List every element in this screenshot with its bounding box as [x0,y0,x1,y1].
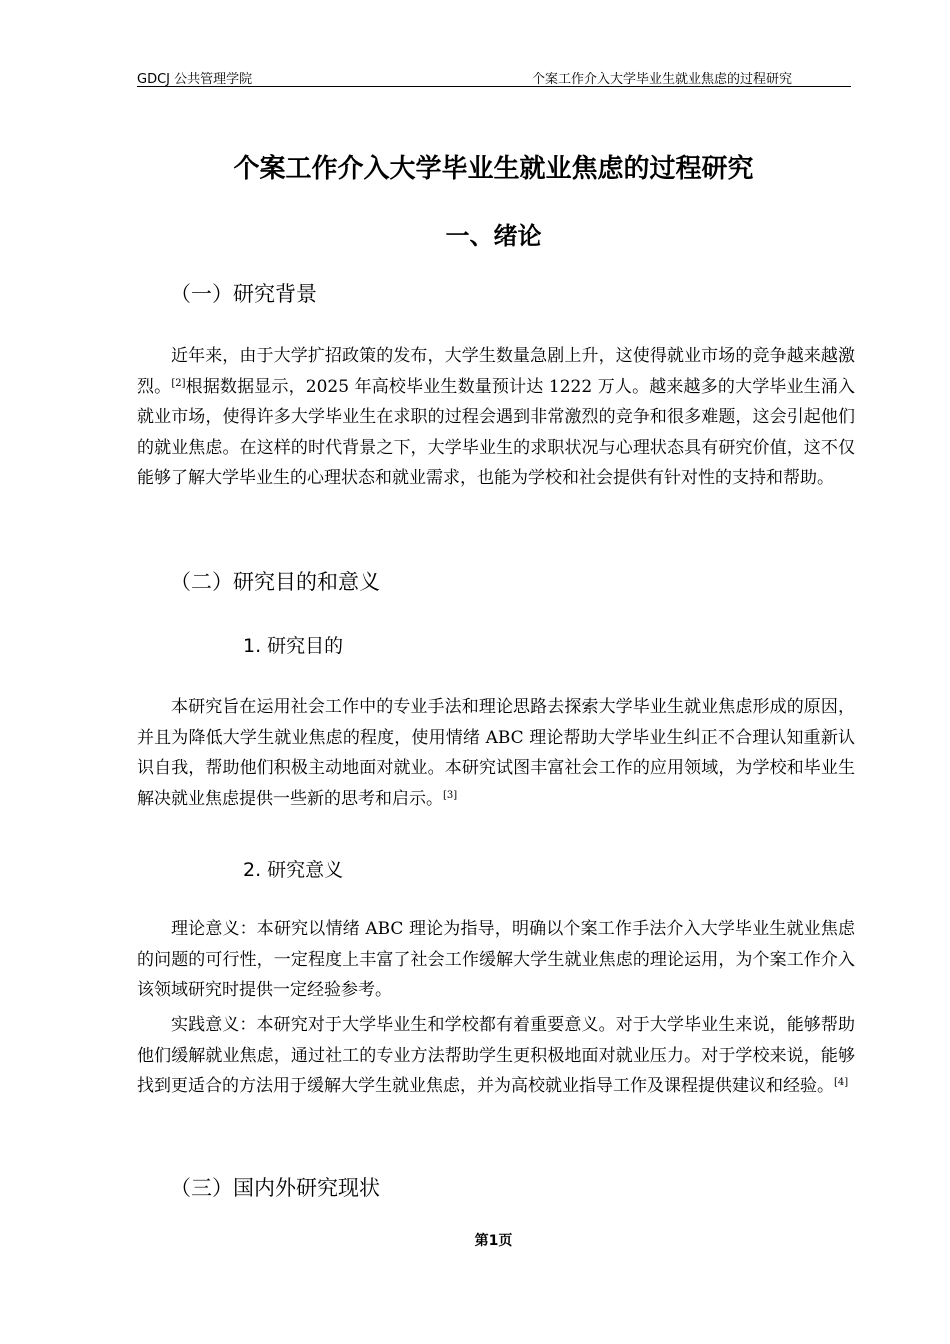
chapter-title: 一、绪论 [445,222,542,250]
header-left-text: GDCJ 公共管理学院 [137,72,253,87]
paragraph-background [137,341,855,494]
paragraph-purpose [137,692,855,814]
citation-ref: [4] [834,1077,849,1088]
section-heading-purpose: （二）研究目的和意义 [170,570,380,594]
subheading-purpose: 1. 研究目的 [243,635,344,657]
paragraph-text: 根据数据显示，2025 年高校毕业生数量预计达 1222 万人。越来越多的大学毕业生涌入就业市场，使得许多大学毕业生在求职的过程会遇到非常激烈的竞争和很多难题，这会引起他们的就业焦虑。在这样的时代背景之下，大学毕业生的求职状况与心理状态具有研究价值，这不仅能够了解大学毕业生的心理状态和就业需求，也能为学校和社会提供有针对性的支持和帮助。 [137,376,855,488]
citation-ref: [2] [171,377,186,389]
section-heading-research-status: （三）国内外研究现状 [170,1176,380,1200]
page-number: 第1页 [474,1233,513,1249]
header-divider [137,86,851,87]
paragraph-text: 近年来，由于大学扩招政策的发布，大学生数量急剧上升，这使得就业市场的竞争越来越激烈。 [137,346,855,397]
citation-ref: [3] [443,789,458,801]
paragraph-practice-significance [137,1010,855,1102]
paragraph-text: 实践意义：本研究对于大学毕业生和学校都有着重要意义。对于大学毕业生来说，能够帮助他们缓解就业焦虑，通过社工的专业方法帮助学生更积极地面对就业压力。对于学校来说，能够找到更适合的方法用于缓解大学生就业焦虑，并为高校就业指导工作及课程提供建议和经验。 [137,1015,855,1096]
paragraph-text: 本研究旨在运用社会工作中的专业手法和理论思路去探索大学毕业生就业焦虑形成的原因，并且为降低大学生就业焦虑的程度，使用情绪 ABC 理论帮助大学毕业生纠正不合理认知重新认识自我，帮助他们积极主动地面对就业。本研究试图丰富社会工作的应用领域，为学校和毕业生解决就业焦虑提供一些新的思考和启示。 [137,697,855,809]
section-heading-background: （一）研究背景 [170,282,317,306]
paragraph-theory-significance: 理论意义：本研究以情绪 ABC 理论为指导，明确以个案工作手法介入大学毕业生就业焦虑的问题的可行性，一定程度上丰富了社会工作缓解大学生就业焦虑的理论运用，为个案工作介入该领域研究时提供一定经验参考。 [137,919,855,1000]
document-title: 个案工作介入大学毕业生就业焦虑的过程研究 [233,154,754,184]
subheading-significance: 2. 研究意义 [243,859,344,881]
header-right-text: 个案工作介入大学毕业生就业焦虑的过程研究 [531,72,792,87]
